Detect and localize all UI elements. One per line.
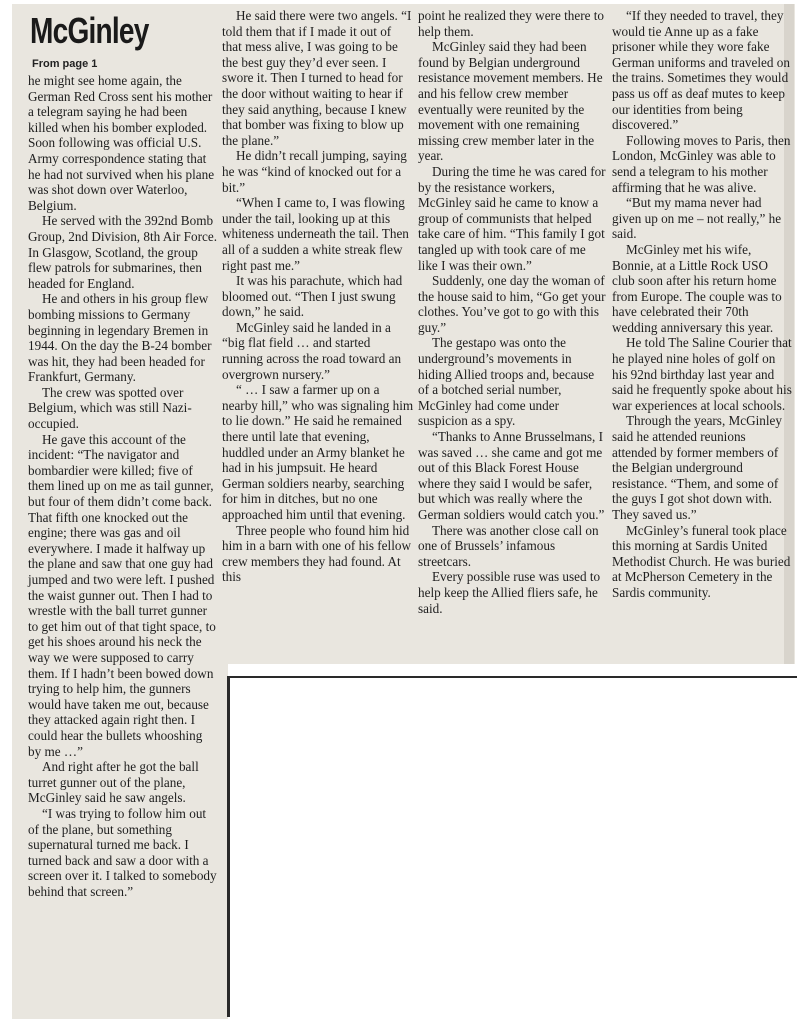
article-column-1	[28, 73, 218, 899]
jump-line: From page 1	[32, 58, 98, 70]
cut-rule-vertical	[227, 677, 230, 1017]
paragraph: “Thanks to Anne Brusselmans, I was saved … she came and got me out of this Black Forest House where they said I would be safer, but which was really where the German soldiers would catch you.”	[418, 429, 605, 522]
paragraph: Three people who found him hid him in a barn with one of his fellow crew members they had found. At this	[222, 522, 411, 585]
paragraph: It was his parachute, which had bloomed out. “Then I just swung down,” he said.	[222, 273, 403, 320]
paragraph: he might see home again, the German Red Cross sent his mother a telegram saying he had been killed when his bomber exploded. Soon following was official U.S. Army correspondence stating that he had not survived when his plane was shot down over Waterloo, Belgium.	[28, 73, 215, 213]
paragraph: The gestapo was onto the underground’s movements in hiding Allied troops and, because of a botched serial number, McGinley had come under suspicion as a spy.	[418, 335, 595, 429]
paragraph: There was another close call on one of Brussels’ infamous streetcars.	[418, 522, 599, 569]
paragraph: “When I came to, I was flowing under the tail, looking up at this whiteness underneath the tail. Then all of a sudden a white streak flew right past me.”	[222, 195, 409, 273]
paragraph: And right after he got the ball turret gunner out of the plane, McGinley said he saw angels.	[28, 759, 199, 806]
cut-rule-horizontal	[227, 676, 797, 678]
paragraph: During the time he was cared for by the resistance workers, McGinley said he came to know a group of communists that helped take care of him. “This family I got tangled up with took care of me like I was their own.”	[418, 163, 606, 273]
paragraph: point he realized they were there to help them.	[418, 8, 605, 39]
paragraph: Every possible ruse was used to help keep the Allied fliers safe, he said.	[418, 569, 601, 616]
paragraph: “ … I saw a farmer up on a nearby hill,” who was signaling him to lie down.” He said he remained there until late that evening, huddled under an Army blanket he had in his jumpsuit. He heard German soldiers nearby, searching for him in ditches, but no one approached him until that evening.	[222, 382, 414, 522]
paragraph: “But my mama never had given up on me – not really,” he said.	[612, 195, 782, 242]
paragraph: He said there were two angels. “I told them that if I made it out of that mess alive, I was going to be the best guy they’d ever seen. I swore it. Then I turned to head for the door without waiting to hear if they said anything, because I knew that bomber was fixing to blow up the plane.”	[222, 8, 412, 148]
paragraph: The crew was spotted over Belgium, which was still Nazi-occupied.	[28, 384, 192, 432]
paragraph: McGinley met his wife, Bonnie, at a Little Rock USO club soon after his return home from Europe. The couple was to have celebrated their 70th wedding anniversary this year.	[612, 241, 782, 335]
article-column-4	[612, 8, 792, 601]
paragraph: McGinley’s funeral took place this morning at Sardis United Methodist Church. He was buried at McPherson Cemetery in the Sardis community.	[612, 522, 791, 600]
paragraph: He served with the 392nd Bomb Group, 2nd Division, 8th Air Force. In Glasgow, Scotland, the group flew patrols for submarines, then headed for England.	[28, 213, 218, 291]
paragraph: He gave this account of the incident: “The navigator and bombardier were killed; five of them lined up on me as tail gunner, but four of them didn’t come back. That fifth one knocked out the engine; there was gas and oil everywhere. I made it halfway up the plane and saw that one guy had jumped and two were left. I pushed the waist gunner out. Then I had to wrestle with the ball turret gunner to get him out of that tight space, to get his shoes around his neck the way we were supposed to carry them. If I hadn’t been bowed down trying to help him, the gunners would have taken me out, because they attacked again right then. I could hear the bullets whooshing by me …”	[28, 431, 216, 759]
article-column-3	[418, 8, 608, 616]
paragraph: McGinley said they had been found by Belgian underground resistance movement members. He and his fellow crew member eventually were reunited by the movement with one remaining missing crew member later in the year.	[418, 39, 603, 164]
headline: McGinley	[30, 10, 149, 51]
paragraph: Through the years, McGinley said he attended reunions attended by former members of the Belgian underground resistance. “Them, and some of the guys I got shot down with. They saved us.”	[612, 413, 783, 522]
paragraph: McGinley said he landed in a “big flat field … and started running across the road toward an overgrown nursery.”	[222, 319, 402, 382]
paragraph: Suddenly, one day the woman of the house said to him, “Go get your clothes. You’ve got to go with this guy.”	[418, 273, 606, 335]
paragraph: He didn’t recall jumping, saying he was “kind of knocked out for a bit.”	[222, 148, 407, 195]
paragraph: Following moves to Paris, then London, McGinley was able to send a telegram to his mother affirming that he was alive.	[612, 132, 791, 195]
paragraph: He and others in his group flew bombing missions to Germany beginning in legendary Bremen in 1944. On the day the B-24 bomber was hit, they had been headed for Frankfurt, Germany.	[28, 291, 212, 385]
article-column-2	[222, 8, 414, 585]
paragraph: He told The Saline Courier that he played nine holes of golf on his 92nd birthday last year and said he frequently spoke about his war experiences at local schools.	[612, 335, 792, 413]
paragraph: “I was trying to follow him out of the plane, but something supernatural turned me back. I turned back and saw a door with a screen over it. I talked to somebody behind that screen.”	[28, 805, 217, 899]
paragraph: “If they needed to travel, they would tie Anne up as a fake prisoner while they wore fake German uniforms and traveled on the trains. Sometimes they would pass us off as deaf mutes to keep our identities from being discovered.”	[612, 8, 790, 133]
